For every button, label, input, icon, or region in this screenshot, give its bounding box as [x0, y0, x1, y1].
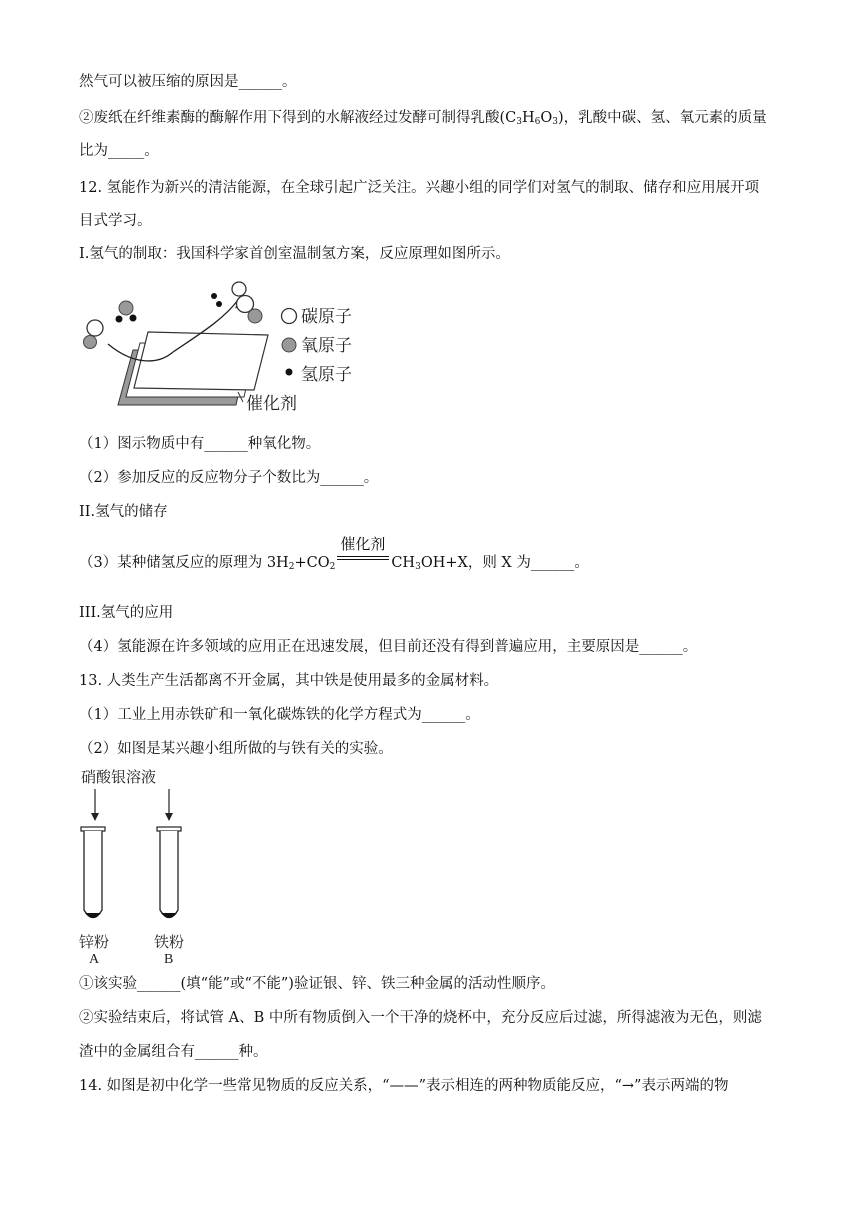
subscript: 3: [415, 562, 421, 572]
section-hydrogen-production: I.氢气的制取：我国科学家首创室温制氢方案，反应原理如图所示。: [79, 246, 510, 262]
sub-question-4: （4）氢能源在许多领域的应用正在迅速发展，但目前还没有得到普遍应用，主要原因是______。: [79, 639, 698, 655]
eq-part-d: OH+X，则 X 为______。: [420, 555, 589, 571]
text-line-2: [79, 108, 767, 132]
question-12-line-1: 12. 氢能作为新兴的清洁能源，在全球引起广泛关注。兴趣小组的同学们对氢气的制取、储存和应用展开项: [79, 180, 760, 196]
eq-part-a: （3）某种储氢反应的原理为 3H: [79, 555, 289, 571]
reagent-label: 硝酸银溶液: [81, 768, 157, 786]
subscript: 2: [329, 562, 336, 572]
text-line-3: 比为_____。: [79, 143, 159, 159]
eq-part-b: +CO: [294, 555, 330, 571]
sub-question-1: （1）图示物质中有______种氧化物。: [79, 436, 321, 452]
tube-a-letter: A: [89, 952, 100, 965]
eq-part-c: CH: [391, 555, 416, 571]
q13-sub-question-1: （1）工业上用赤铁矿和一氧化碳炼铁的化学方程式为______。: [79, 707, 480, 723]
catalyst-arrow: [337, 535, 389, 573]
legend-carbon: 碳原子: [301, 307, 352, 327]
test-tube-diagram: [75, 765, 205, 965]
subscript: 3: [516, 117, 522, 127]
question-13: 13. 人类生产生活都离不开金属，其中铁是使用最多的金属材料。: [79, 673, 499, 689]
catalyst-condition: 催化剂: [340, 535, 386, 553]
sub-question-3: [79, 535, 589, 577]
text-line-1: 然气可以被压缩的原因是______。: [79, 74, 297, 90]
legend-oxygen: 氧原子: [301, 336, 352, 356]
question-14: 14. 如图是初中化学一些常见物质的反应关系，“——”表示相连的两种物质能反应，“→”表示两端的物: [79, 1078, 729, 1094]
q13-sub-question-2: （2）如图是某兴趣小组所做的与铁有关的实验。: [79, 741, 393, 757]
q13-part-2-line-2: 渣中的金属组合有______种。: [79, 1044, 268, 1060]
text-line-2-d: )，乳酸中碳、氢、氧元素的质量: [558, 110, 767, 126]
reaction-diagram: [78, 280, 378, 420]
subscript: 3: [552, 117, 558, 127]
legend-hydrogen: 氢原子: [301, 365, 352, 385]
sub-question-2: （2）参加反应的反应物分子个数比为______。: [79, 470, 379, 486]
tube-b-label: 铁粉: [154, 933, 185, 951]
section-hydrogen-storage: II.氢气的储存: [79, 504, 168, 520]
tube-b-letter: B: [164, 952, 174, 965]
catalyst-label: 催化剂: [246, 394, 297, 414]
q13-part-2-line-1: ②实验结束后，将试管 A、B 中所有物质倒入一个干净的烧杯中，充分反应后过滤，所得滤液为无色，则滤: [79, 1010, 762, 1026]
section-hydrogen-application: III.氢气的应用: [79, 605, 174, 621]
text-line-2-c: O: [540, 110, 553, 126]
subscript: 2: [288, 562, 295, 572]
text-line-2-b: H: [521, 110, 535, 126]
question-12-line-2: 目式学习。: [79, 213, 152, 229]
subscript: 6: [534, 117, 541, 127]
q13-part-1: ①该实验______(填“能”或“不能”)验证银、锌、铁三种金属的活动性顺序。: [79, 976, 555, 992]
text-line-2-a: ②废纸在纤维素酶的酶解作用下得到的水解液经过发酵可制得乳酸(C: [79, 110, 517, 126]
tube-a-label: 锌粉: [79, 933, 110, 951]
